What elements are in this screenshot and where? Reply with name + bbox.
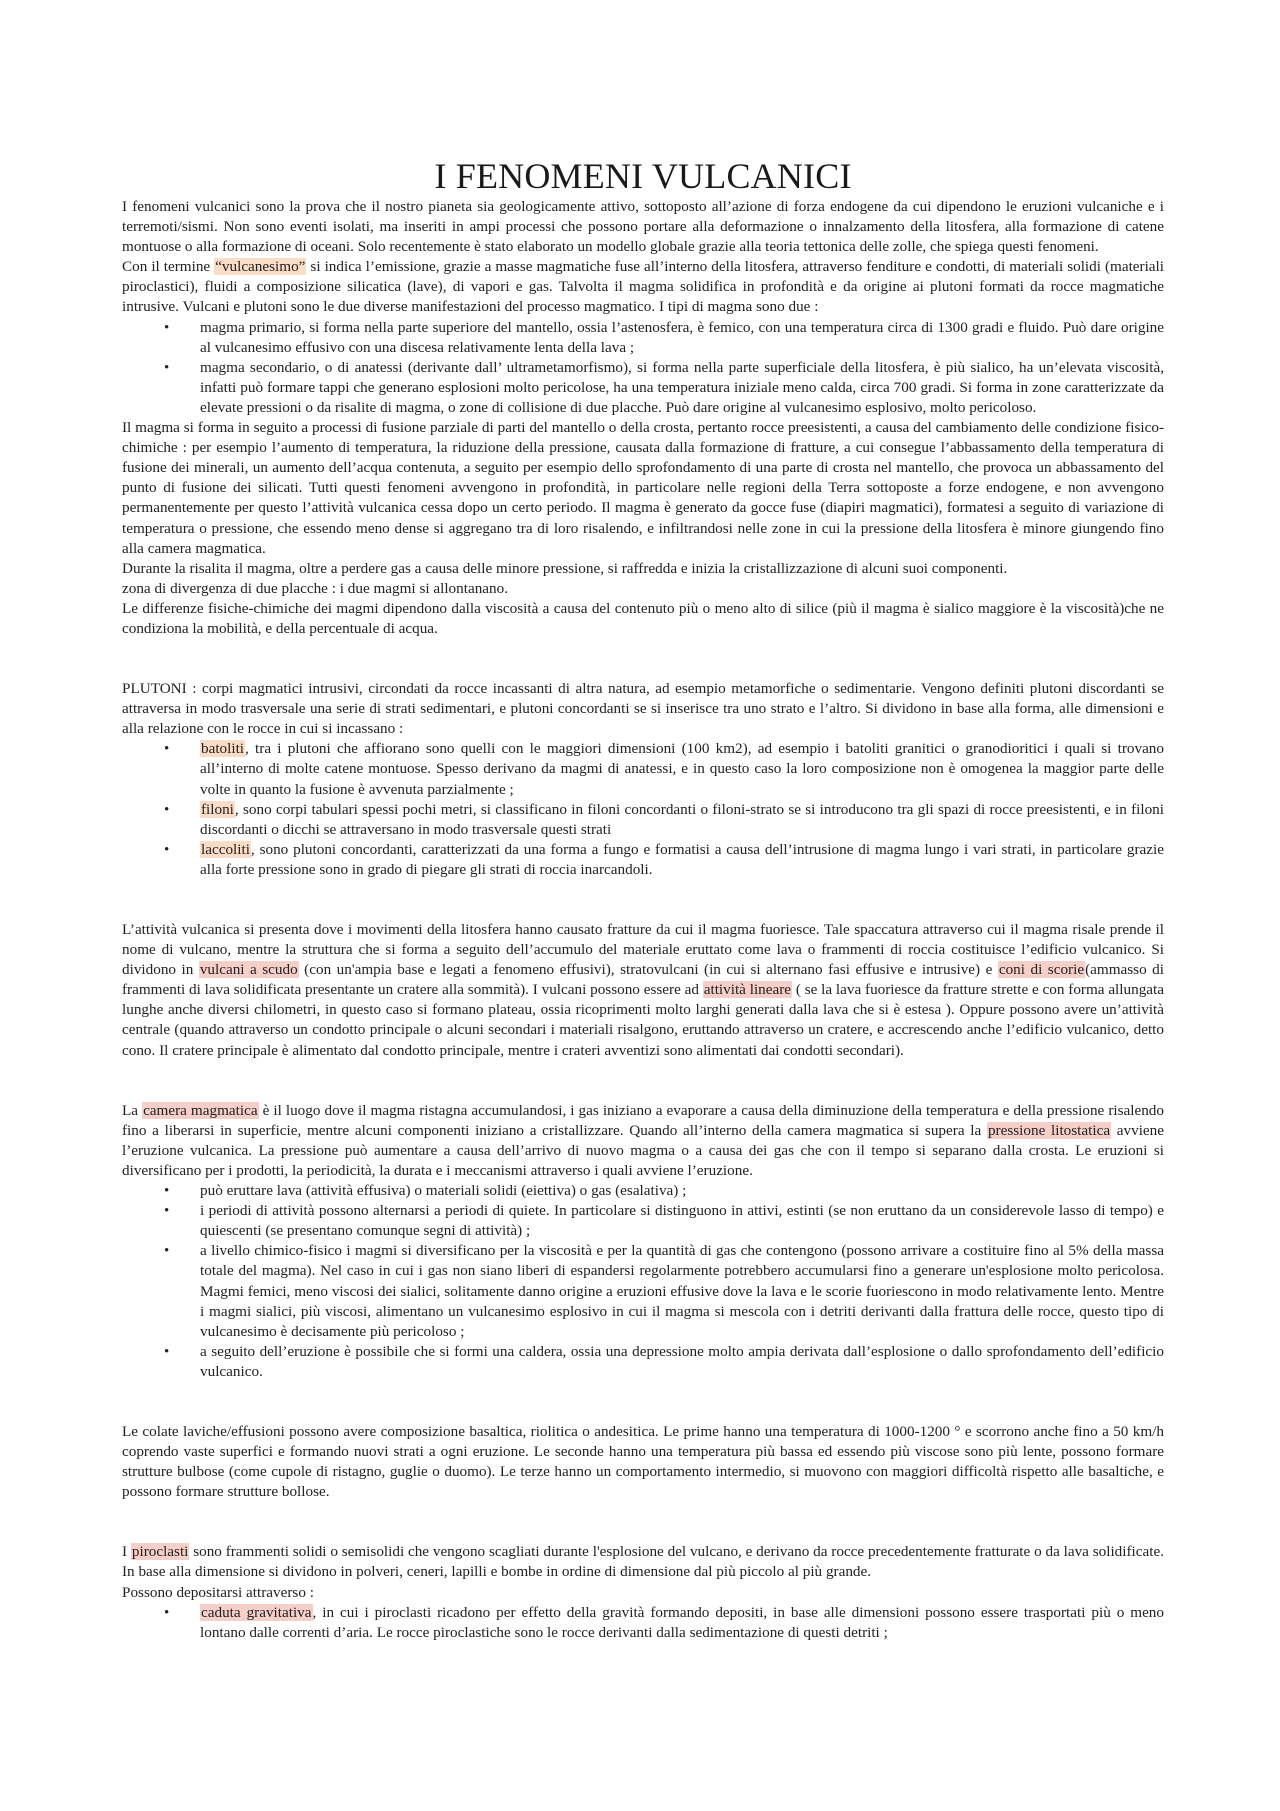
vulcanesimo-paragraph: Con il termine “vulcanesimo” si indica l’emissione, grazie a masse magmatiche fuse all’interno della litosfera, attraverso fenditure e condotti, di materiali solidi (materiali piroclastici), fluidi a composizione silicatica (lave), di vapori e gas. Talvolta il magma solidifica in profondità e da origine ai plutoni formati da rocce magmatiche intrusive. Vulcani e plutoni sono le due diverse manifestazioni del processo magmatico. I tipi di magma sono due : xyxy=(122,258,1164,316)
highlight-term: filoni xyxy=(201,800,234,818)
document-page xyxy=(122,155,1164,1643)
highlight-camera-magmatica: camera magmatica xyxy=(143,1101,258,1119)
plutoni-list xyxy=(122,739,1164,880)
highlight-vulcanesimo: “vulcanesimo” xyxy=(215,258,306,276)
page-title: I FENOMENI VULCANICI xyxy=(434,156,852,196)
magma-formation-paragraph: Il magma si forma in seguito a processi di fusione parziale di parti del mantello o della crosta, pertanto rocce preesistenti, a causa del cambiamento delle condizione fisico-chimiche : per esempio l’aumento di temperatura, la riduzione della pressione, causata dalla formazione di fratture, a cui consegue l’abbassamento della temperatura di fusione dei minerali, un aumento dell’acqua contenuta, a seguito per esempio dello sprofondamento di una parte di crosta nel mantello, che provoca un abbassamento del punto di fusione dei silicati. Tutti questi fenomeni avvengono in profondità, in particolare nelle regioni della Terra sottoposte a forze endogene, e non avvengono permanentemente per questo l’attività vulcanica cessa dopo un certo periodo. Il magma è generato da gocce fuse (diapiri magmatici), formatesi a seguito di variazione di temperatura o pressione, che essendo meno dense si aggregano tra di loro risalendo, e infiltrandosi nelle zone in cui la pressione della litosfera è minore giungendo fino alla camera magmatica. xyxy=(122,419,1164,557)
list-item: • può eruttare lava (attività effusiva) o materiali solidi (eiettiva) o gas (esalativa) ; xyxy=(200,1181,1164,1201)
eruzioni-list xyxy=(122,1181,1164,1382)
list-item: • a seguito dell’eruzione è possibile che si formi una caldera, ossia una depressione molto ampia derivata dall’esplosione o dallo sprofondamento dell’edificio vulcanico. xyxy=(200,1342,1164,1382)
list-item: • magma primario, si forma nella parte superiore del mantello, ossia l’astenosfera, è femico, con una temperatura circa di 1300 gradi e fluido. Può dare origine al vulcanesimo effusivo con una discesa relativamente lenta della lava ; xyxy=(200,318,1164,358)
list-item: • batoliti, tra i plutoni che affiorano sono quelli con le maggiori dimensioni (100 km2), ad esempio i batoliti granitici o granodioritici i quali si trovano all’interno di molte catene montuose. Spesso derivano da magmi di anatessi, e in questo caso la loro composizione non è omogenea la maggior parte delle volte in quanto la fusione è avvenuta parzialmente ; xyxy=(200,739,1164,799)
differenze-paragraph: Le differenze fisiche-chimiche dei magmi dipendono dalla viscosità a causa del contenuto più o meno alto di silice (più il magma è sialico maggiore è la viscosità)che ne condiziona la mobilità, e della percentuale di acqua. xyxy=(122,599,1164,637)
highlight-piroclasti: piroclasti xyxy=(131,1543,189,1561)
divergenza-line: zona di divergenza di due placche : i due magmi si allontanano. xyxy=(122,579,509,597)
attivita-paragraph: L’attività vulcanica si presenta dove i movimenti della litosfera hanno causato fratture da cui il magma fuoriesce. Tale spaccatura attraverso cui il magma risale prende il nome di vulcano, mentre la struttura che si forma a seguito dell’accumulo del materiale eruttato come lava o frammenti di roccia costituisce l’edificio vulcanico. Si dividono in vulcani a scudo (con un'ampia base e legati a fenomeno effusivi), stratovulcani (in cui si alternano fasi effusive e intrusive) e coni di scorie(ammasso di frammenti di lava solidificata presentante un cratere alla sommità). I vulcani possono essere ad attività lineare ( se la lava fuoriesce da fratture strette e con forma allungata lunghe anche diversi chilometri, in questo caso si formano plateau, ossia ricoprimenti molto larghi generati dalla lava che si è estesa ). Oppure possono avere un’attività centrale (quando attraverso un condotto principale o alcuni secondari i materiali risalgono, eruttando attraverso un cratere, e accrescendo anche l’edificio vulcanico, detto cono. Il cratere principale è alimentato dal condotto principale, mentre i crateri avventizi sono alimentati dai condotti secondari). xyxy=(122,921,1164,1059)
list-item: • i periodi di attività possono alternarsi a periodi di quiete. In particolare si distinguono in attivi, estinti (se non eruttano da un considerevole lasso di tempo) e quiescenti (se presentano comunque segni di attività) ; xyxy=(200,1201,1164,1241)
list-item: • filoni, sono corpi tabulari spessi pochi metri, si classificano in filoni concordanti o filoni-strato se si introducono tra gli spazi di rocce preesistenti, e in filoni discordanti o dicchi se attraversano in modo trasversale questi strati xyxy=(200,800,1164,840)
list-item: • magma secondario, o di anatessi (derivante dall’ ultrametamorfismo), si forma nella parte superficiale della litosfera, è più sialico, ha un’elevata viscosità, infatti può formare tappi che generano esplosioni molto pericolose, ha una temperatura iniziale meno calda, circa 700 gradi. Si forma in zone caratterizzate da elevate pressioni o da risalite di magma, o zone di collisione di due placche. Può dare origine al vulcanesimo esplosivo, molto pericoloso. xyxy=(200,358,1164,418)
colate-paragraph: Le colate laviche/effusioni possono avere composizione basaltica, riolitica o andesitica. Le prime hanno una temperatura di 1000-1200 ° e scorrono anche fino a 50 km/h coprendo vaste superfici e formando nuovi strati a ogni eruzione. Le seconde hanno una temperatura più bassa ed essendo più viscose sono più lente, possono formare strutture bulbose (come cupole di ristagno, guglie o duomo). Le terze hanno un comportamento intermedio, si muovono con maggiori difficoltà rispetto alle basaltiche, e possono formare strutture bollose. xyxy=(122,1422,1164,1501)
depositarsi-line: Possono depositarsi attraverso : xyxy=(122,1583,314,1601)
highlight-vulcani-a-scudo: vulcani a scudo xyxy=(199,961,298,979)
highlight-term: laccoliti xyxy=(201,840,250,858)
intro-paragraph: I fenomeni vulcanici sono la prova che il nostro pianeta sia geologicamente attivo, sottoposto all’azione di forza endogene da cui dipendono le eruzioni vulcaniche e i terremoti/sismi. Non sono eventi isolati, ma inseriti in ampi processi che possono portare alla deformazione o innalzamento della litosfera, alla formazione di catene montuose o alla formazione di oceani. Solo recentemente è stato elaborato un modello globale grazie alla teoria tettonica delle zolle, che spiega questi fenomeni. xyxy=(122,198,1164,256)
magma-types-list xyxy=(122,318,1164,418)
camera-paragraph: La camera magmatica è il luogo dove il magma ristagna accumulandosi, i gas iniziano a evaporare a causa della diminuzione della temperatura e della pressione risalendo fino a liberarsi in superficie, mentre alcuni componenti iniziano a cristallizzare. Quando all’interno della camera magmatica si supera la pressione litostatica avviene l’eruzione vulcanica. La pressione può aumentare a causa dell’arrivo di nuovo magma o a causa dei gas che con il tempo si separano dalla crosta. Le eruzioni si diversificano per i prodotti, la periodicità, la durata e i meccanismi attraverso i quali avviene l’eruzione. xyxy=(122,1101,1165,1179)
highlight-term: batoliti xyxy=(201,740,245,758)
piroclasti-paragraph: I piroclasti sono frammenti solidi o semisolidi che vengono scagliati durante l'esplosione del vulcano, e derivano da rocce precedentemente fratturate o da lava solidificate. In base alla dimensione si dividono in polveri, ceneri, lapilli e bombe in ordine di dimensione dal più piccolo al più grande. xyxy=(122,1543,1164,1581)
risalita-paragraph: Durante la risalita il magma, oltre a perdere gas a causa delle minore pressione, si raffredda e inizia la cristallizzazione di alcuni suoi componenti. xyxy=(122,559,1008,577)
highlight-attivita-lineare: attività lineare xyxy=(703,981,792,999)
piroclasti-list xyxy=(122,1603,1164,1643)
list-item: • laccoliti, sono plutoni concordanti, caratterizzati da una forma a fungo e formatisi a causa dell’intrusione di magma lungo i vari strati, in particolare grazie alla forte pressione sono in grado di piegare gli strati di roccia inarcandoli. xyxy=(200,840,1164,880)
plutoni-paragraph: PLUTONI : corpi magmatici intrusivi, circondati da rocce incassanti di altra natura, ad esempio metamorfiche o sedimentarie. Vengono definiti plutoni discordanti se attraversa in modo trasversale una serie di strati sedimentari, e plutoni concordanti se si inserisce tra uno strato e l’altro. Si dividono in base alla forma, alle dimensioni e alla relazione con le rocce in cui si incassano : xyxy=(122,680,1164,738)
highlight-pressione-litostatica: pressione litostatica xyxy=(987,1121,1111,1139)
highlight-coni-di-scorie: coni di scorie xyxy=(998,961,1085,979)
list-item: • caduta gravitativa, in cui i piroclasti ricadono per effetto della gravità formando depositi, in base alle dimensioni possono essere trasportati più o meno lontano dalle correnti d’aria. Le rocce piroclastiche sono le rocce derivanti dalla sedimentazione di questi detriti ; xyxy=(200,1603,1164,1643)
highlight-caduta-gravitativa: caduta gravitativa xyxy=(201,1603,312,1621)
list-item: • a livello chimico-fisico i magmi si diversificano per la viscosità e per la quantità di gas che contengono (possono arrivare a costituire fino al 5% della massa totale del magma). Nel caso in cui i gas non siano liberi di espandersi regolarmente potrebbero accumularsi fino a generare un'esplosione molto pericolosa. Magmi femici, meno viscosi dei sialici, solitamente danno origine a eruzioni effusive dove la lava e le scorie fuoriescono in modo relativamente lento. Mentre i magmi sialici, più viscosi, alimentano un vulcanesimo esplosivo in cui il magma si mescola con i detriti derivanti dalla frattura delle rocce, questo tipo di vulcanesimo è decisamente più pericoloso ; xyxy=(200,1241,1164,1341)
